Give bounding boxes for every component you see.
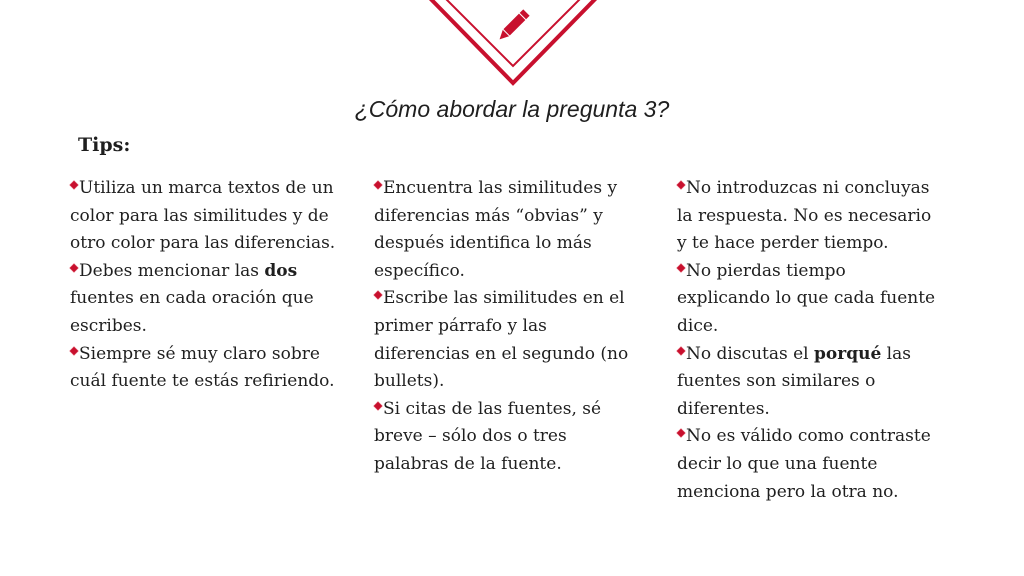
tips-heading: Tips: [78,134,131,156]
tip-item: No pierdas tiempo explicando lo que cada fuente dice. [677,260,936,336]
tip-item: No introduzcas ni concluyas la respuesta. No es necesario y te hace perder tiempo. [677,178,932,254]
slide-title: ¿Cómo abordar la pregunta 3? [354,96,670,122]
tips-column-3 [677,175,939,506]
diamond-bullet-icon [677,180,686,192]
tips-column-1 [70,175,342,396]
tips-column-2 [374,175,646,479]
diamond-bullet-icon [70,263,79,275]
diamond-bullet-icon [677,346,686,358]
tip-item: No es válido como contraste decir lo que una fuente menciona pero la otra no. [677,426,931,502]
tip-item: Debes mencionar las dos fuentes en cada oración que escribes. [70,260,314,336]
diamond-bullet-icon [677,428,686,440]
diamond-bullet-icon [374,290,383,302]
diamond-bullet-icon [677,263,686,275]
diamond-bullet-icon [374,401,383,413]
pencil-badge [0,0,1024,90]
tip-item: No discutas el porqué las fuentes son similares o diferentes. [677,343,911,419]
tip-item: Escribe las similitudes en el primer párrafo y las diferencias en el segundo (no bullets). [374,288,629,392]
tip-item: Si citas de las fuentes, sé breve – sólo dos o tres palabras de la fuente. [374,398,602,474]
diamond-bullet-icon [374,180,383,192]
tip-item: Siempre sé muy claro sobre cuál fuente te estás refiriendo. [70,343,335,392]
diamond-bullet-icon [70,180,79,192]
tip-item: Utiliza un marca textos de un color para las similitudes y de otro color para las diferencias. [70,178,336,254]
tip-item: Encuentra las similitudes y diferencias más “obvias” y después identifica lo más específico. [374,178,618,281]
diamond-bullet-icon [70,346,79,358]
